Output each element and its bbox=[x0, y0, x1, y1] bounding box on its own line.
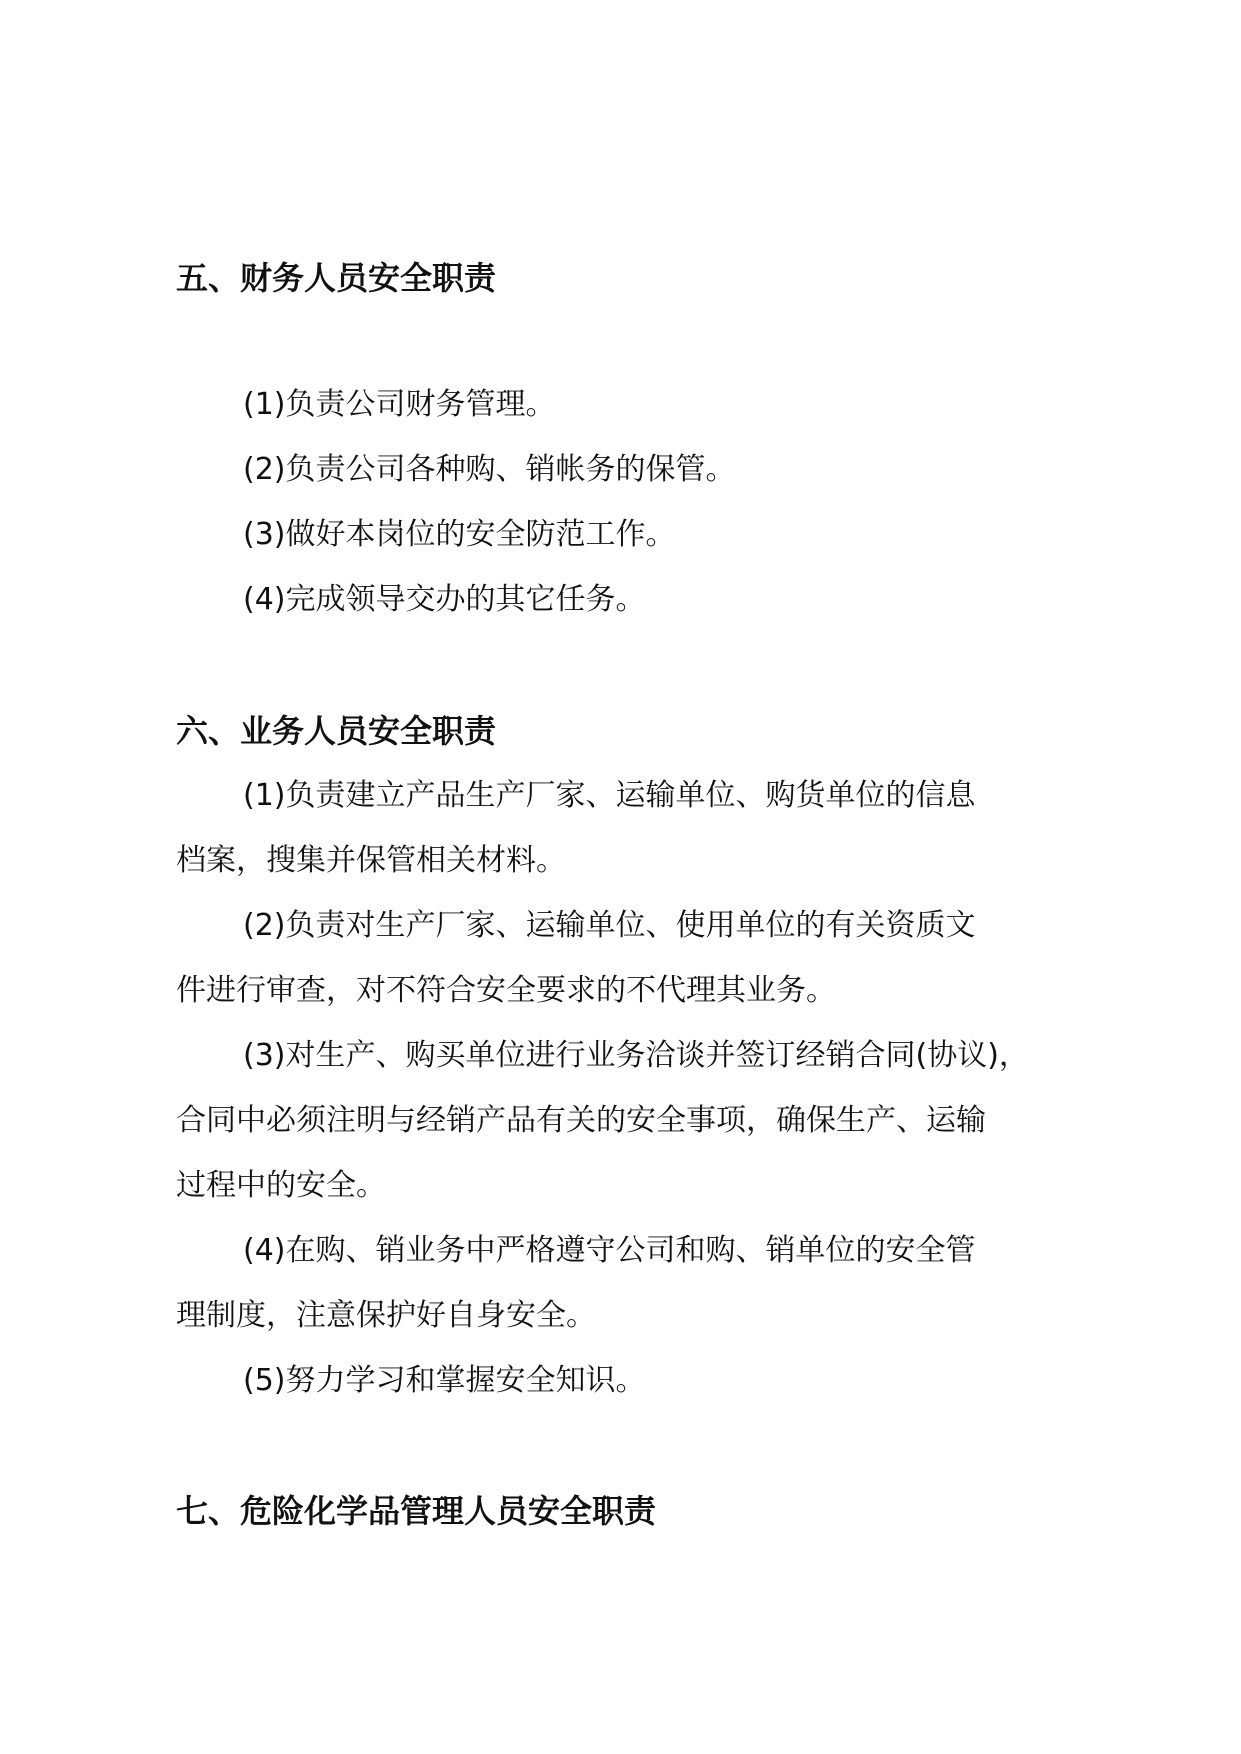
section-7-heading: 七、危险化学品管理人员安全职责 bbox=[176, 1492, 657, 1530]
section-6-item-1-line-2: 档案，搜集并保管相关材料。 bbox=[176, 843, 566, 878]
section-6-item-4-line-1: (4)在购、销业务中严格遵守公司和购、销单位的安全管 bbox=[243, 1233, 976, 1268]
section-6-item-2-line-1: (2)负责对生产厂家、运输单位、使用单位的有关资质文 bbox=[243, 908, 976, 943]
section-5-item-3: (3)做好本岗位的安全防范工作。 bbox=[243, 517, 676, 552]
section-6-item-4-line-2: 理制度，注意保护好自身安全。 bbox=[176, 1298, 596, 1333]
section-6-item-5-line-1: (5)努力学习和掌握安全知识。 bbox=[243, 1363, 646, 1398]
section-6-heading: 六、业务人员安全职责 bbox=[176, 712, 497, 750]
section-6-item-3-line-3: 过程中的安全。 bbox=[176, 1168, 386, 1203]
section-6-item-1-line-1: (1)负责建立产品生产厂家、运输单位、购货单位的信息 bbox=[243, 778, 976, 813]
section-6-item-3-line-2: 合同中必须注明与经销产品有关的安全事项，确保生产、运输 bbox=[176, 1103, 986, 1138]
section-6-item-2-line-2: 件进行审查，对不符合安全要求的不代理其业务。 bbox=[176, 973, 836, 1008]
section-5-item-4: (4)完成领导交办的其它任务。 bbox=[243, 582, 646, 617]
section-5-item-2: (2)负责公司各种购、销帐务的保管。 bbox=[243, 452, 736, 487]
section-6-item-3-line-1: (3)对生产、购买单位进行业务洽谈并签订经销合同(协议)， bbox=[243, 1038, 1029, 1073]
section-5-heading: 五、财务人员安全职责 bbox=[176, 259, 497, 297]
section-5-item-1: (1)负责公司财务管理。 bbox=[243, 387, 556, 422]
